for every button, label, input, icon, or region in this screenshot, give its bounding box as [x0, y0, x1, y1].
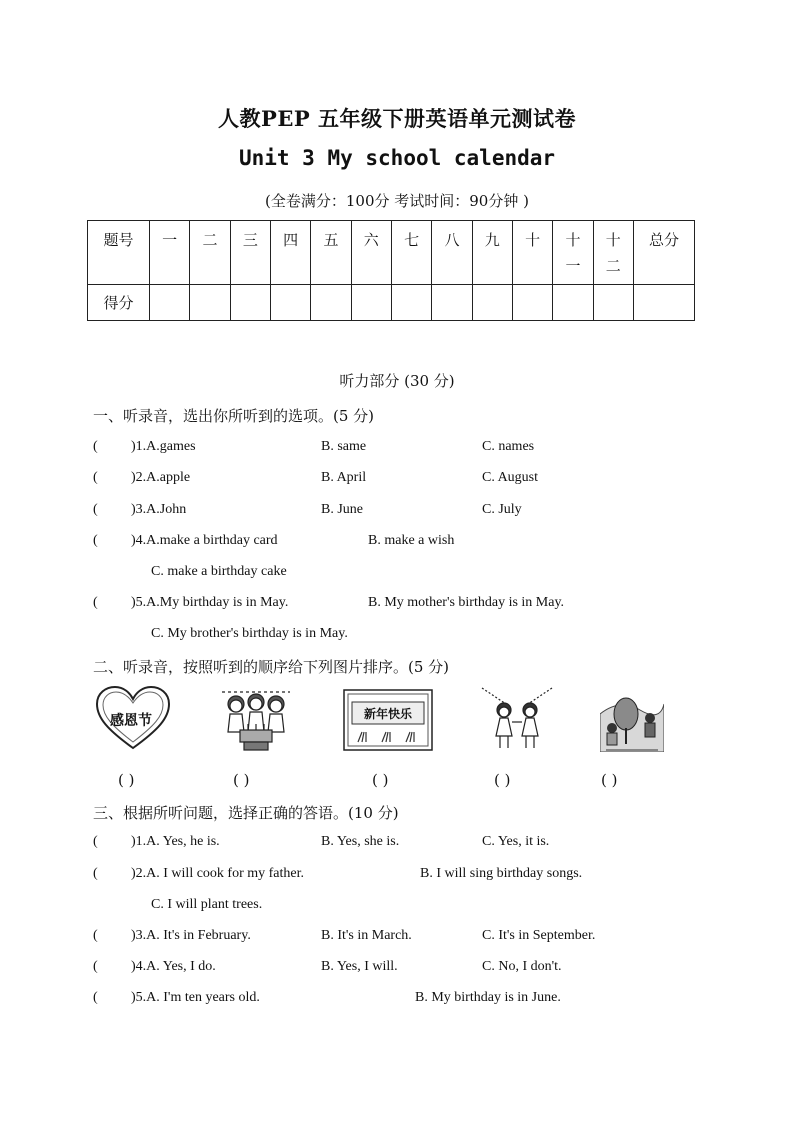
score-cell[interactable] — [311, 285, 351, 321]
part3-q3-a: )3.A. It's in February. — [131, 928, 251, 943]
answer-paren[interactable]: ( — [93, 502, 98, 517]
col-10: 十 — [512, 221, 552, 285]
answer-paren[interactable]: ( — [93, 990, 98, 1005]
part1-q5-a: )5.A.My birthday is in May. — [131, 595, 289, 610]
col-12-top: 十 — [605, 231, 621, 249]
girls-dancing-image — [476, 684, 558, 752]
col-4: 四 — [270, 221, 310, 285]
col-1: 一 — [150, 221, 190, 285]
part3-q4-a: )4.A. Yes, I do. — [131, 959, 216, 974]
part1-q4-c: C. make a birthday cake — [151, 564, 287, 579]
score-cell[interactable] — [634, 285, 695, 321]
part1-q5-b: B. My mother's birthday is in May. — [368, 595, 565, 610]
score-cell[interactable] — [553, 285, 593, 321]
picture-order-blank-1[interactable]: ( ) — [118, 771, 135, 789]
score-cell[interactable] — [593, 285, 633, 321]
answer-paren[interactable]: ( — [93, 533, 98, 548]
exam-info: (全卷满分：100分 考试时间：90分钟 ) — [265, 192, 529, 210]
part3-q5-b: B. My birthday is in June. — [415, 990, 561, 1005]
new-year-text: 新年快乐 — [363, 707, 413, 721]
part3-q1-c: C. Yes, it is. — [482, 834, 550, 849]
score-label: 得分 — [88, 285, 150, 321]
part1-q4-b: B. make a wish — [368, 533, 455, 548]
unit-title: Unit 3 My school calendar — [238, 146, 556, 170]
new-year-card-image — [342, 684, 434, 752]
answer-paren[interactable]: ( — [93, 928, 98, 943]
score-cell[interactable] — [351, 285, 391, 321]
part2-heading: 二、听录音，按照听到的顺序给下列图片排序。(5 分) — [93, 658, 450, 676]
score-cell[interactable] — [512, 285, 552, 321]
thanksgiving-text: 感恩节 — [110, 713, 152, 729]
score-table — [87, 220, 695, 321]
picture-order-blank-5[interactable]: ( ) — [601, 771, 618, 789]
score-cell[interactable] — [432, 285, 472, 321]
part1-q2-c: C. August — [482, 470, 539, 485]
part3-q1-a: )1.A. Yes, he is. — [131, 834, 220, 849]
part3-q2-c: C. I will plant trees. — [151, 897, 263, 912]
answer-paren[interactable]: ( — [93, 595, 98, 610]
answer-paren[interactable]: ( — [93, 439, 98, 454]
part1-q1-c: C. names — [482, 439, 535, 454]
birthday-party-image — [218, 684, 294, 752]
part1-q3-a: )3.A.John — [131, 502, 187, 517]
answer-paren[interactable]: ( — [93, 834, 98, 849]
col-5: 五 — [311, 221, 351, 285]
part3-q5-a: )5.A. I'm ten years old. — [131, 990, 260, 1005]
col-12 — [593, 221, 633, 285]
picture-order-blank-3[interactable]: ( ) — [372, 771, 389, 789]
score-table-header-row — [88, 221, 695, 285]
part3-q1-b: B. Yes, she is. — [321, 834, 400, 849]
col-9: 九 — [472, 221, 512, 285]
score-cell[interactable] — [190, 285, 230, 321]
part1-heading: 一、听录音，选出你所听到的选项。(5 分) — [93, 407, 375, 425]
score-cell[interactable] — [391, 285, 431, 321]
col-11 — [553, 221, 593, 285]
score-cell[interactable] — [150, 285, 190, 321]
col-11-top: 十 — [565, 231, 581, 249]
col-6: 六 — [351, 221, 391, 285]
exam-title: 人教PEP 五年级下册英语单元测试卷 — [218, 106, 576, 131]
answer-paren[interactable]: ( — [93, 959, 98, 974]
col-3: 三 — [230, 221, 270, 285]
part1-q4-a: )4.A.make a birthday card — [131, 533, 278, 548]
score-cell[interactable] — [472, 285, 512, 321]
planting-trees-image — [600, 684, 664, 752]
picture-order-blank-2[interactable]: ( ) — [233, 771, 250, 789]
part3-q4-c: C. No, I don't. — [482, 959, 562, 974]
thanksgiving-heart-image — [94, 684, 172, 752]
total-label: 总分 — [634, 221, 695, 285]
answer-paren[interactable]: ( — [93, 470, 98, 485]
part1-q3-b: B. June — [321, 502, 363, 517]
part3-q3-b: B. It's in March. — [321, 928, 412, 943]
col-2: 二 — [190, 221, 230, 285]
score-cell[interactable] — [230, 285, 270, 321]
part3-heading: 三、根据所听问题，选择正确的答语。(10 分) — [93, 804, 399, 822]
score-cell[interactable] — [270, 285, 310, 321]
part3-q3-c: C. It's in September. — [482, 928, 596, 943]
part3-q2-a: )2.A. I will cook for my father. — [131, 866, 305, 881]
col-12-bottom: 二 — [605, 257, 621, 275]
part1-q5-c: C. My brother's birthday is in May. — [151, 626, 348, 641]
col-11-bottom: 一 — [565, 257, 581, 275]
part1-q1-b: B. same — [321, 439, 367, 454]
listening-section-title: 听力部分 (30 分) — [339, 372, 455, 390]
part1-q2-b: B. April — [321, 470, 367, 485]
part1-q3-c: C. July — [482, 502, 522, 517]
picture-order-blank-4[interactable]: ( ) — [494, 771, 511, 789]
col-7: 七 — [391, 221, 431, 285]
part1-q2-a: )2.A.apple — [131, 470, 191, 485]
header-label: 题号 — [88, 221, 150, 285]
part1-q1-a: )1.A.games — [131, 439, 196, 454]
col-8: 八 — [432, 221, 472, 285]
part3-q4-b: B. Yes, I will. — [321, 959, 398, 974]
part3-q2-b: B. I will sing birthday songs. — [420, 866, 583, 881]
score-table-score-row — [88, 285, 695, 321]
answer-paren[interactable]: ( — [93, 866, 98, 881]
